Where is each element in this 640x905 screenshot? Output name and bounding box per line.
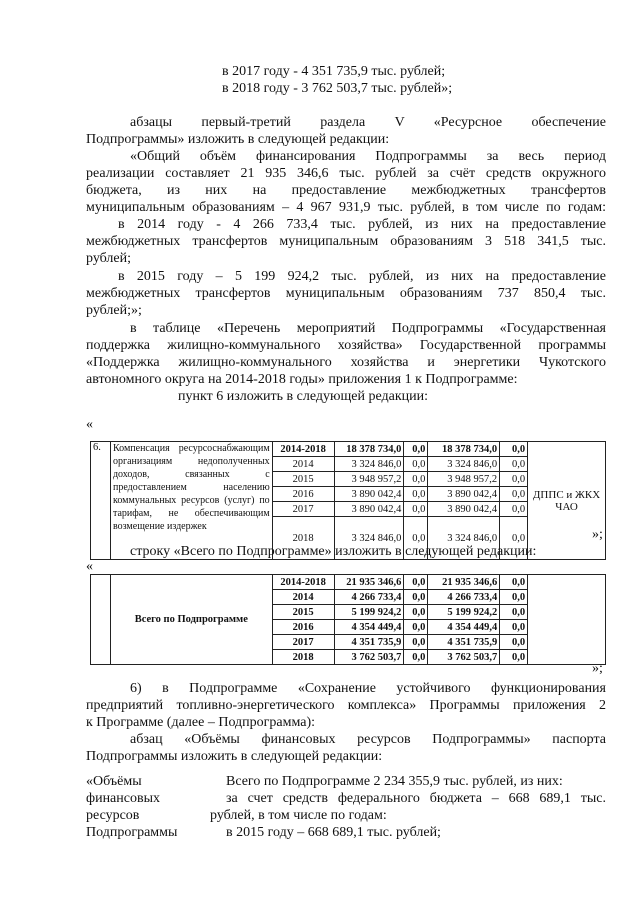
intro-line-2018: в 2018 году - 3 762 503,7 тыс. рублей»; [222, 81, 453, 96]
passport-value-4: в 2015 году – 668 689,1 тыс. рублей; [226, 825, 441, 840]
para1-line2: Подпрограммы» изложить в следующей редакции: [86, 132, 390, 147]
federal-cell: 0,0 [404, 650, 428, 665]
total-cell: 18 378 734,0 [334, 442, 404, 457]
total-cell: 3 324 846,0 [334, 517, 404, 560]
total-cell: 3 890 042,4 [334, 487, 404, 502]
passport-value-2: за счет средств федерального бюджета – 668 689,1 тыс. [226, 791, 606, 806]
quote-open-2: « [86, 559, 93, 574]
blank-cell [91, 575, 111, 665]
other-cell: 0,0 [500, 620, 528, 635]
para9-line2: Подпрограммы изложить в следующей редакции: [86, 749, 383, 764]
para4-line1: в 2015 году – 5 199 924,2 тыс. рублей, из них на предоставление [118, 269, 606, 284]
okrug-cell: 3 948 957,2 [428, 472, 500, 487]
passport-label-2: финансовых [86, 791, 160, 806]
total-cell: 4 266 733,4 [334, 590, 404, 605]
passport-value-1: Всего по Подпрограмме 2 234 355,9 тыс. рублей, из них: [226, 774, 563, 789]
para6-line: пункт 6 изложить в следующей редакции: [178, 389, 428, 404]
para5-line2: поддержка жилищно-коммунального хозяйства» Государственной программы [86, 338, 606, 353]
okrug-cell: 5 199 924,2 [428, 605, 500, 620]
para3-line1: в 2014 году - 4 266 733,4 тыс. рублей, из них на предоставление [118, 217, 606, 232]
para2-line3: бюджета, из них на предоставление межбюджетных трансфертов [86, 183, 606, 198]
year-cell: 2014-2018 [272, 442, 334, 457]
federal-cell: 0,0 [404, 442, 428, 457]
para8-line3: к Программе (далее – Подпрограмма): [86, 715, 316, 730]
year-cell: 2014-2018 [272, 575, 334, 590]
passport-label-3: ресурсов [86, 808, 140, 823]
other-cell: 0,0 [500, 487, 528, 502]
para5-line4: автономного округа на 2014-2018 годы» приложения 1 к Подпрограмме: [86, 372, 518, 387]
okrug-cell: 3 324 846,0 [428, 517, 500, 560]
year-cell: 2015 [272, 605, 334, 620]
federal-cell: 0,0 [404, 575, 428, 590]
federal-cell: 0,0 [404, 635, 428, 650]
other-cell: 0,0 [500, 442, 528, 457]
para7-line: строку «Всего по Подпрограмме» изложить в следующей редакции: [130, 544, 537, 559]
year-cell: 2014 [272, 590, 334, 605]
total-cell: 3 762 503,7 [334, 650, 404, 665]
other-cell: 0,0 [500, 650, 528, 665]
para8-line1: 6) в Подпрограмме «Сохранение устойчивого функционирования [130, 681, 606, 696]
okrug-cell: 3 324 846,0 [428, 457, 500, 472]
para4-line3: рублей;»; [86, 303, 142, 318]
quote-close-1: »; [592, 527, 603, 542]
measure-description: Компенсация ресурсоснабжающим организациям недополученных доходов, связанных с предоставлением населению коммунальных ресурсов (услуг) по тарифам, не обеспечивающим возмещение издержек [110, 442, 272, 560]
okrug-cell: 3 890 042,4 [428, 502, 500, 517]
total-label: Всего по Подпрограмме [110, 575, 272, 665]
table-row [91, 442, 606, 457]
para8-line2: предприятий топливно-энергетического комплекса» Программы приложения 2 [86, 698, 606, 713]
year-cell: 2018 [272, 517, 334, 560]
blank-cell [528, 575, 606, 665]
para5-line1: в таблице «Перечень мероприятий Подпрограммы «Государственная [130, 321, 606, 336]
okrug-cell: 21 935 346,6 [428, 575, 500, 590]
quote-close-2: »; [592, 661, 603, 676]
other-cell: 0,0 [500, 590, 528, 605]
federal-cell: 0,0 [404, 605, 428, 620]
year-cell: 2016 [272, 620, 334, 635]
total-cell: 5 199 924,2 [334, 605, 404, 620]
year-cell: 2014 [272, 457, 334, 472]
para2-line4: муниципальным образованиям – 4 967 931,9 тыс. рублей, в том числе по годам: [86, 200, 606, 215]
para5-line3: «Поддержка жилищно-коммунального хозяйства и энергетики Чукотского [86, 355, 606, 370]
para4-line2: межбюджетных трансфертов муниципальным образованиям 737 850,4 тыс. [86, 286, 606, 301]
total-cell: 4 351 735,9 [334, 635, 404, 650]
para3-line2: межбюджетных трансфертов муниципальным образованиям 3 518 341,5 тыс. [86, 234, 606, 249]
year-cell: 2018 [272, 650, 334, 665]
quote-open-1: « [86, 417, 93, 432]
okrug-cell: 4 351 735,9 [428, 635, 500, 650]
passport-label-4: Подпрограммы [86, 825, 178, 840]
para1-line1: абзацы первый-третий раздела V «Ресурсное обеспечение [130, 115, 606, 130]
other-cell: 0,0 [500, 575, 528, 590]
federal-cell: 0,0 [404, 502, 428, 517]
executor-cell: ДППС и ЖКХ ЧАО [528, 442, 606, 560]
year-cell: 2017 [272, 635, 334, 650]
okrug-cell: 3 762 503,7 [428, 650, 500, 665]
federal-cell: 0,0 [404, 620, 428, 635]
okrug-cell: 4 354 449,4 [428, 620, 500, 635]
okrug-cell: 18 378 734,0 [428, 442, 500, 457]
federal-cell: 0,0 [404, 590, 428, 605]
okrug-cell: 4 266 733,4 [428, 590, 500, 605]
total-cell: 21 935 346,6 [334, 575, 404, 590]
other-cell: 0,0 [500, 502, 528, 517]
total-cell: 3 324 846,0 [334, 457, 404, 472]
other-cell: 0,0 [500, 517, 528, 560]
table-row [91, 575, 606, 590]
para2-line1: «Общий объём финансирования Подпрограммы за весь период [130, 149, 606, 164]
intro-line-2017: в 2017 году - 4 351 735,9 тыс. рублей; [222, 64, 446, 79]
year-cell: 2015 [272, 472, 334, 487]
other-cell: 0,0 [500, 635, 528, 650]
total-cell: 3 890 042,4 [334, 502, 404, 517]
federal-cell: 0,0 [404, 517, 428, 560]
year-cell: 2016 [272, 487, 334, 502]
row-number: 6. [91, 442, 111, 560]
para3-line3: рублей; [86, 251, 131, 266]
other-cell: 0,0 [500, 472, 528, 487]
para9-line1: абзац «Объёмы финансовых ресурсов Подпрограммы» паспорта [130, 732, 606, 747]
passport-label-1: «Объёмы [86, 774, 142, 789]
federal-cell: 0,0 [404, 457, 428, 472]
other-cell: 0,0 [500, 605, 528, 620]
federal-cell: 0,0 [404, 472, 428, 487]
total-cell: 4 354 449,4 [334, 620, 404, 635]
okrug-cell: 3 890 042,4 [428, 487, 500, 502]
total-cell: 3 948 957,2 [334, 472, 404, 487]
total-table [90, 574, 606, 665]
federal-cell: 0,0 [404, 487, 428, 502]
passport-value-3: рублей, в том числе по годам: [210, 808, 387, 823]
year-cell: 2017 [272, 502, 334, 517]
para2-line2: реализации составляет 21 935 346,6 тыс. рублей за счёт средств окружного [86, 166, 606, 181]
other-cell: 0,0 [500, 457, 528, 472]
